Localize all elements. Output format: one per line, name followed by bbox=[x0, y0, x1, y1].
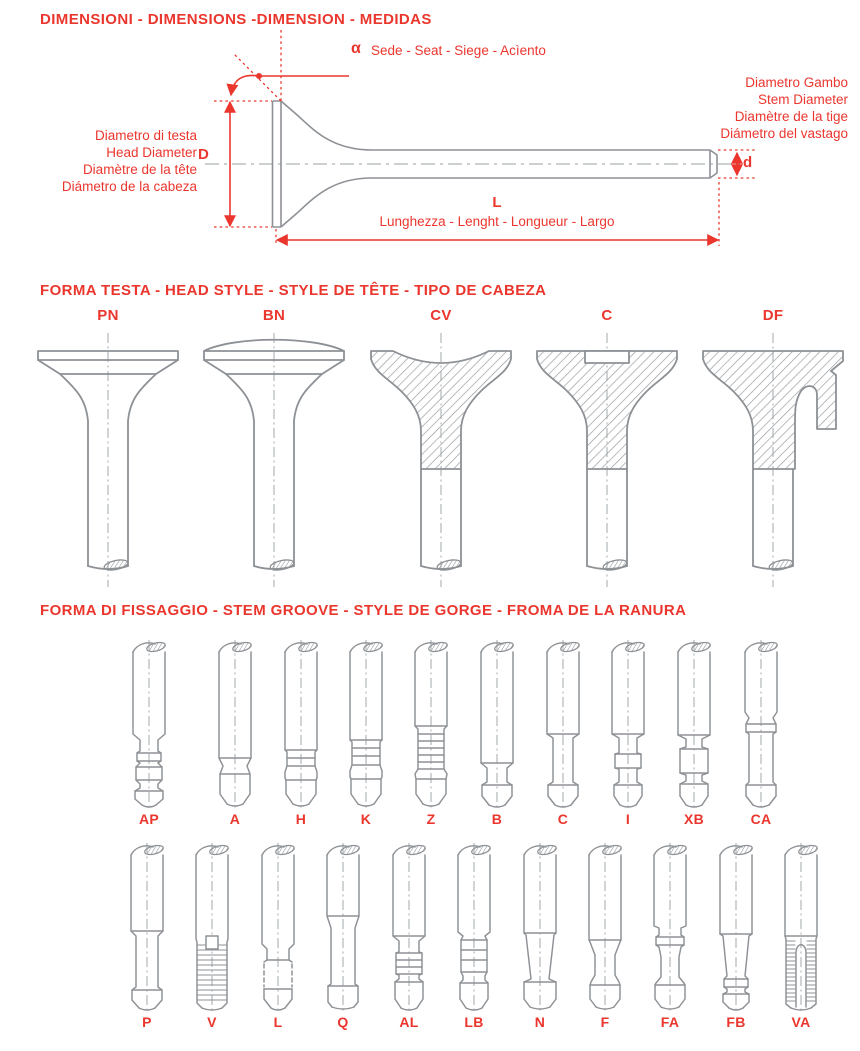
stem-groove-drawing bbox=[637, 841, 703, 1013]
stem-groove-item bbox=[114, 841, 180, 1030]
head-style-item bbox=[196, 307, 352, 591]
stem-groove-drawing bbox=[595, 638, 661, 810]
stem-groove-drawing bbox=[376, 841, 442, 1013]
stem-groove-section-title: FORMA DI FISSAGGIO - STEM GROOVE - STYLE DE GORGE - FROMA DE LA RANURA bbox=[40, 602, 687, 619]
head-style-item bbox=[695, 307, 851, 591]
head-style-item bbox=[529, 307, 685, 591]
stem-groove-item bbox=[333, 638, 399, 827]
stem-groove-item bbox=[116, 638, 182, 827]
stem-groove-drawing bbox=[768, 841, 834, 1013]
stem-groove-item bbox=[728, 638, 794, 827]
stem-diameter-letter: d bbox=[743, 154, 753, 171]
head-diameter-line: Diametro di testa bbox=[94, 128, 197, 143]
head-style-label: CV bbox=[430, 307, 452, 324]
length-label: Lunghezza - Lenght - Longueur - Largo bbox=[379, 214, 615, 229]
stem-groove-drawing bbox=[398, 638, 464, 810]
stem-groove-label: N bbox=[534, 1014, 546, 1030]
stem-groove-drawing bbox=[202, 638, 268, 810]
stem-groove-drawing bbox=[268, 638, 334, 810]
stem-groove-drawing bbox=[728, 638, 794, 810]
head-style-drawing bbox=[529, 329, 685, 591]
head-style-drawing bbox=[196, 329, 352, 591]
head-diameter-line: Diamètre de la tête bbox=[82, 162, 197, 177]
stem-groove-drawing bbox=[441, 841, 507, 1013]
stem-groove-item bbox=[768, 841, 834, 1030]
head-style-label: C bbox=[601, 307, 613, 324]
stem-groove-drawing bbox=[116, 638, 182, 810]
head-style-drawing bbox=[30, 329, 186, 591]
head-style-item bbox=[363, 307, 519, 591]
seat-label: Sede - Seat - Siege - Acìento bbox=[371, 43, 546, 58]
stem-groove-drawing bbox=[179, 841, 245, 1013]
seat-angle-dot bbox=[256, 73, 262, 79]
stem-groove-drawing bbox=[530, 638, 596, 810]
stem-groove-item bbox=[661, 638, 727, 827]
stem-groove-label: FA bbox=[660, 1014, 680, 1030]
dimensions-section-title: DIMENSIONI - DIMENSIONS -DIMENSION - MEDIDAS bbox=[40, 11, 432, 28]
stem-groove-drawing bbox=[333, 638, 399, 810]
length-letter: L bbox=[492, 194, 502, 211]
head-diameter-line: Head Diameter bbox=[106, 145, 197, 160]
stem-groove-label: Z bbox=[426, 811, 436, 827]
stem-groove-label: AP bbox=[138, 811, 160, 827]
stem-groove-label: A bbox=[229, 811, 241, 827]
stem-groove-item bbox=[572, 841, 638, 1030]
stem-groove-label: B bbox=[491, 811, 503, 827]
stem-groove-drawing bbox=[464, 638, 530, 810]
stem-groove-drawing bbox=[310, 841, 376, 1013]
stem-groove-item bbox=[268, 638, 334, 827]
stem-groove-label: V bbox=[207, 1014, 217, 1030]
stem-groove-item bbox=[703, 841, 769, 1030]
stem-groove-item bbox=[530, 638, 596, 827]
stem-groove-item bbox=[595, 638, 661, 827]
stem-groove-label: P bbox=[142, 1014, 152, 1030]
stem-groove-item bbox=[398, 638, 464, 827]
stem-groove-drawing bbox=[507, 841, 573, 1013]
stem-groove-drawing bbox=[245, 841, 311, 1013]
stem-groove-item bbox=[310, 841, 376, 1030]
stem-diameter-line: Diametro Gambo bbox=[745, 75, 848, 90]
stem-groove-label: AL bbox=[399, 1014, 419, 1030]
stem-groove-item bbox=[376, 841, 442, 1030]
stem-groove-label: XB bbox=[683, 811, 705, 827]
head-style-drawing bbox=[363, 329, 519, 591]
stem-groove-label: LB bbox=[464, 1014, 484, 1030]
stem-diameter-line: Diamètre de la tige bbox=[734, 109, 848, 124]
head-style-label: BN bbox=[262, 307, 286, 324]
stem-groove-label: CA bbox=[750, 811, 772, 827]
head-diameter-letter: D bbox=[198, 146, 209, 163]
stem-groove-item bbox=[507, 841, 573, 1030]
head-style-label: PN bbox=[97, 307, 119, 324]
head-diameter-label bbox=[0, 127, 197, 195]
stem-groove-label: Q bbox=[337, 1014, 349, 1030]
stem-groove-label: C bbox=[557, 811, 569, 827]
stem-groove-item bbox=[245, 841, 311, 1030]
stem-groove-label: I bbox=[625, 811, 631, 827]
stem-groove-label: F bbox=[600, 1014, 610, 1030]
seat-angle-symbol: α bbox=[351, 40, 361, 57]
head-style-item bbox=[30, 307, 186, 591]
stem-groove-label: K bbox=[360, 811, 372, 827]
head-style-drawing bbox=[695, 329, 851, 591]
head-style-section-title: FORMA TESTA - HEAD STYLE - STYLE DE TÊTE - TIPO DE CABEZA bbox=[40, 282, 547, 299]
stem-groove-item bbox=[179, 841, 245, 1030]
stem-groove-drawing bbox=[703, 841, 769, 1013]
stem-groove-item bbox=[464, 638, 530, 827]
stem-groove-label: VA bbox=[791, 1014, 811, 1030]
stem-groove-item bbox=[441, 841, 507, 1030]
stem-groove-drawing bbox=[572, 841, 638, 1013]
stem-diameter-line: Diámetro del vastago bbox=[720, 126, 848, 141]
head-diameter-line: Diámetro de la cabeza bbox=[61, 179, 197, 194]
stem-groove-item bbox=[202, 638, 268, 827]
stem-groove-item bbox=[637, 841, 703, 1030]
stem-groove-label: L bbox=[273, 1014, 283, 1030]
stem-groove-label: H bbox=[295, 811, 307, 827]
stem-diameter-label bbox=[598, 74, 848, 142]
stem-groove-drawing bbox=[661, 638, 727, 810]
stem-groove-drawing bbox=[114, 841, 180, 1013]
stem-groove-label: FB bbox=[726, 1014, 746, 1030]
stem-diameter-line: Stem Diameter bbox=[757, 92, 848, 107]
head-style-label: DF bbox=[762, 307, 784, 324]
